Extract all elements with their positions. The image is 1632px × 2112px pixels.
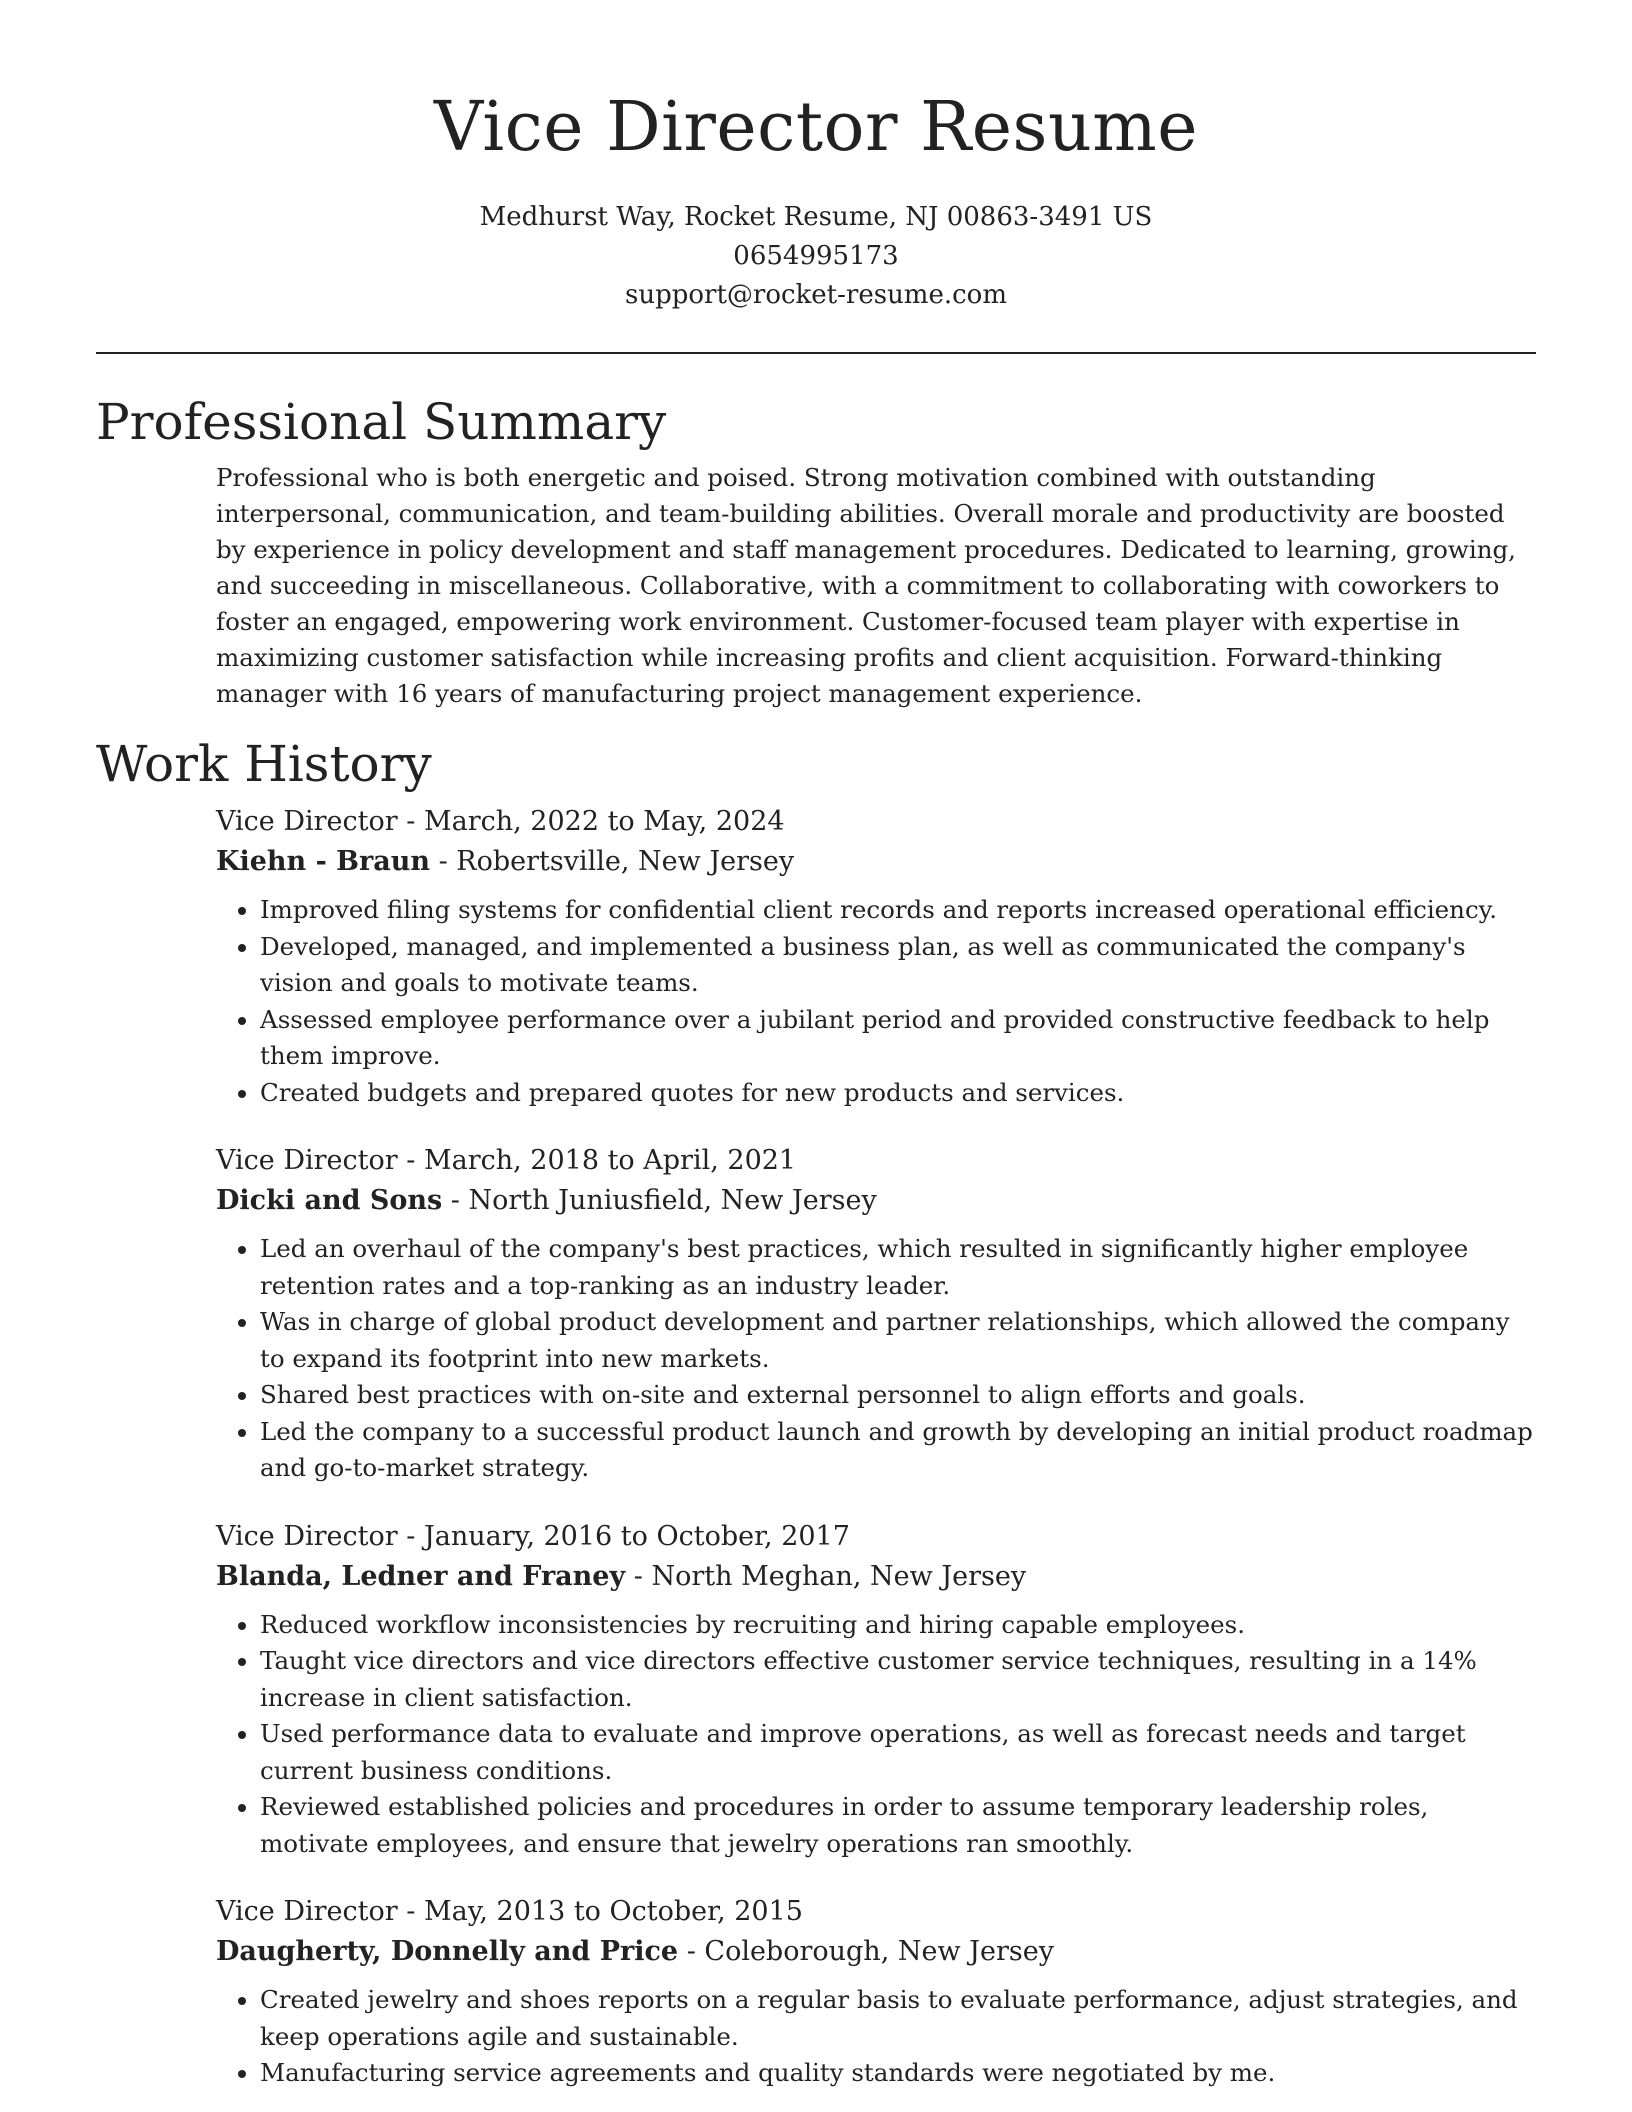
job-title-line: Vice Director - May, 2013 to October, 2015	[216, 1896, 803, 1927]
resume-title: Vice Director Resume	[434, 88, 1198, 167]
job-role: Vice Director	[216, 806, 398, 837]
job-company: Blanda, Ledner and Franey	[216, 1560, 626, 1592]
job-bullet: • Shared best practices with on-site and external personnel to align efforts and goals.	[260, 1377, 1536, 1414]
job-company: Kiehn - Braun	[216, 846, 430, 877]
phone: 0654995173	[733, 241, 899, 271]
job-location: Robertsville, New Jersey	[456, 846, 795, 877]
job-location: North Meghan, New Jersey	[651, 1560, 1027, 1592]
job-bullet: • Led an overhaul of the company's best practices, which resulted in significantly higher employee retention rates and a top-ranking as an industry leader.	[260, 1231, 1536, 1304]
job-location: Coleborough, New Jersey	[704, 1936, 1054, 1967]
resume-header	[96, 0, 1536, 315]
job-bullet: • Taught vice directors and vice directors effective customer service techniques, resulting in a 14% increase in client satisfaction.	[260, 1643, 1536, 1716]
job-bullets	[216, 1607, 1536, 1863]
job-title-line: Vice Director - March, 2022 to May, 2024	[216, 806, 785, 837]
job-company-line: Dicki and Sons - North Juniusfield, New Jersey	[216, 1185, 877, 1216]
job-bullet: • Developed, managed, and implemented a business plan, as well as communicated the company's vision and goals to motivate teams.	[260, 929, 1536, 1002]
job-entry	[216, 1892, 1536, 2092]
job-bullet: • Improved filing systems for confidential client records and reports increased operational efficiency.	[260, 892, 1536, 929]
job-bullet: • Led the company to a successful product launch and growth by developing an initial product roadmap and go-to-market strategy.	[260, 1414, 1536, 1487]
job-company: Daugherty, Donnelly and Price	[216, 1936, 679, 1967]
job-bullet: • Manufacturing service agreements and quality standards were negotiated by me.	[260, 2055, 1536, 2092]
address: Medhurst Way, Rocket Resume, NJ 00863-3491 US	[479, 202, 1153, 232]
job-bullet: • Created jewelry and shoes reports on a regular basis to evaluate performance, adjust strategies, and keep operations agile and sustainable.	[260, 1982, 1536, 2055]
job-company-line: Kiehn - Braun - Robertsville, New Jersey	[216, 846, 795, 877]
job-dates: March, 2018 to April, 2021	[423, 1145, 797, 1176]
job-role: Vice Director	[216, 1145, 398, 1176]
job-entry	[216, 1141, 1536, 1487]
job-bullet: • Used performance data to evaluate and improve operations, as well as forecast needs and target current business conditions.	[260, 1716, 1536, 1789]
work-history-section	[96, 732, 1536, 2092]
professional-summary-section	[96, 390, 1536, 712]
header-divider	[96, 352, 1536, 354]
summary-text: Professional who is both energetic and poised. Strong motivation combined with outstanding interpersonal, communication, and team-building abilities. Overall morale and productivity are boosted by experience in policy development and staff management procedures. Dedicated to learning, growing, and succeeding in miscellaneous. Collaborative, with a commitment to collaborating with coworkers to foster an engaged, empowering work environment. Customer-focused team player with expertise in maximizing customer satisfaction while increasing profits and client acquisition. Forward-thinking manager with 16 years of manufacturing project management experience.	[216, 463, 1516, 708]
job-company-line: Blanda, Ledner and Franey - North Meghan, New Jersey	[216, 1560, 1027, 1592]
job-dates: January, 2016 to October, 2017	[423, 1520, 850, 1552]
job-entry	[216, 1517, 1536, 1863]
job-location: North Juniusfield, New Jersey	[468, 1185, 877, 1216]
job-dates: March, 2022 to May, 2024	[423, 806, 785, 837]
job-bullets	[216, 892, 1536, 1111]
job-bullet: • Reduced workflow inconsistencies by recruiting and hiring capable employees.	[260, 1607, 1536, 1644]
summary-heading: Professional Summary	[96, 393, 667, 451]
job-dates: May, 2013 to October, 2015	[423, 1896, 803, 1927]
job-role: Vice Director	[216, 1520, 398, 1552]
job-role: Vice Director	[216, 1896, 398, 1927]
job-bullet: • Reviewed established policies and procedures in order to assume temporary leadership roles, motivate employees, and ensure that jewelry operations ran smoothly.	[260, 1789, 1536, 1862]
job-bullets	[216, 1231, 1536, 1487]
job-company: Dicki and Sons	[216, 1185, 443, 1216]
job-title-line: Vice Director - January, 2016 to October, 2017	[216, 1520, 850, 1552]
job-company-line: Daugherty, Donnelly and Price - Coleborough, New Jersey	[216, 1936, 1054, 1967]
work-history-heading: Work History	[96, 735, 432, 793]
email: support@rocket-resume.com	[624, 280, 1007, 310]
job-bullet: • Was in charge of global product development and partner relationships, which allowed the company to expand its footprint into new markets.	[260, 1304, 1536, 1377]
job-title-line: Vice Director - March, 2018 to April, 2021	[216, 1145, 797, 1176]
job-bullet: • Assessed employee performance over a jubilant period and provided constructive feedback to help them improve.	[260, 1002, 1536, 1075]
job-bullet: • Created budgets and prepared quotes for new products and services.	[260, 1075, 1536, 1112]
job-bullets	[216, 1982, 1536, 2092]
job-entry	[216, 802, 1536, 1111]
